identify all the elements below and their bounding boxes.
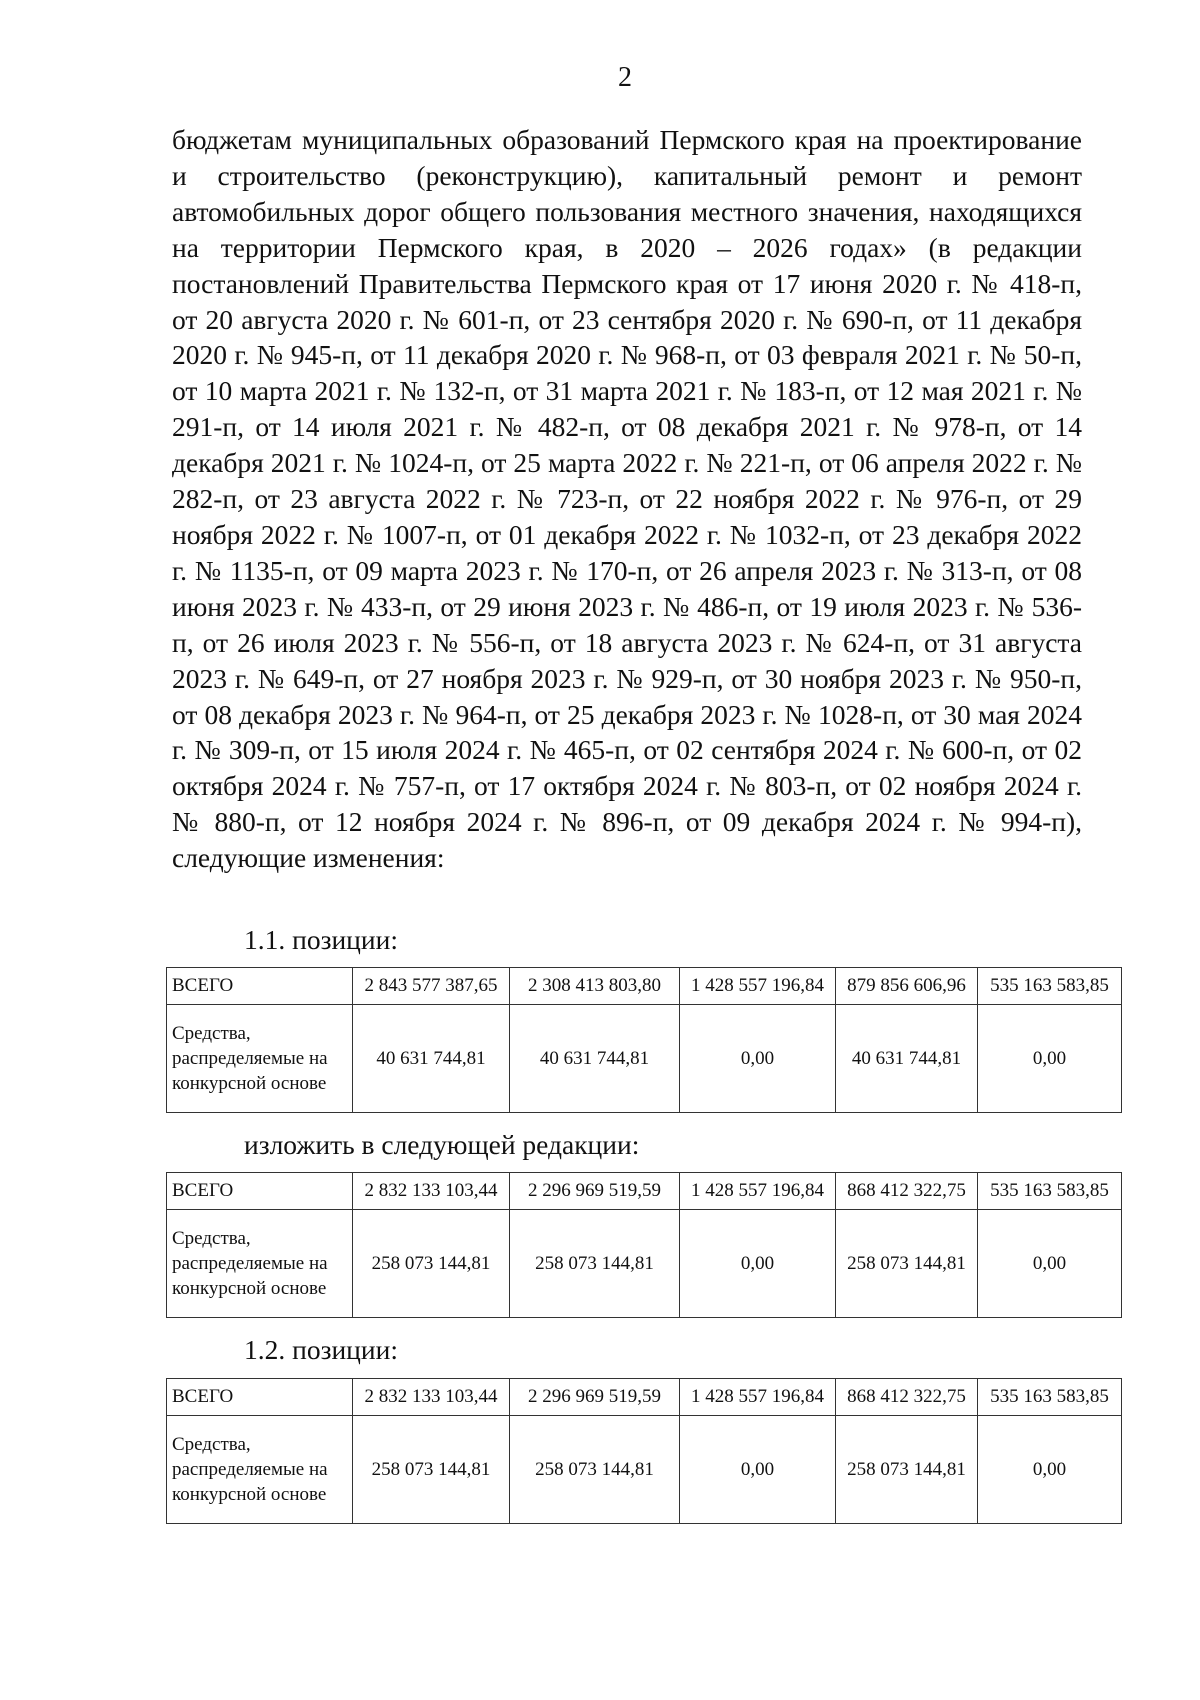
row-label: Средства, распределяемые на конкурсной основе <box>167 1005 353 1113</box>
table-cell: 1 428 557 196,84 <box>680 968 836 1005</box>
table-cell: 0,00 <box>978 1210 1122 1318</box>
table-cell: 258 073 144,81 <box>510 1416 680 1524</box>
table-row <box>167 1210 1122 1318</box>
row-label: Средства, распределяемые на конкурсной основе <box>167 1210 353 1318</box>
table-cell: 0,00 <box>680 1210 836 1318</box>
table-cell: 0,00 <box>978 1416 1122 1524</box>
table-cell: 1 428 557 196,84 <box>680 1173 836 1210</box>
replace-label: изложить в следующей редакции: <box>244 1129 640 1160</box>
table-cell: 2 832 133 103,44 <box>353 1379 510 1416</box>
table-row <box>167 1173 1122 1210</box>
table-cell: 2 843 577 387,65 <box>353 968 510 1005</box>
table-cell: 0,00 <box>978 1005 1122 1113</box>
table-cell: 868 412 322,75 <box>836 1379 978 1416</box>
table-row <box>167 1379 1122 1416</box>
positions-table-1-1-new <box>166 1172 1122 1318</box>
table-cell: 879 856 606,96 <box>836 968 978 1005</box>
table-cell: 868 412 322,75 <box>836 1173 978 1210</box>
table-cell: 40 631 744,81 <box>836 1005 978 1113</box>
table-cell: 535 163 583,85 <box>978 1173 1122 1210</box>
positions-table-1-2-current <box>166 1378 1122 1524</box>
page-number: 2 <box>618 62 632 93</box>
table-cell: 535 163 583,85 <box>978 1379 1122 1416</box>
table-cell: 2 832 133 103,44 <box>353 1173 510 1210</box>
table-cell: 258 073 144,81 <box>353 1416 510 1524</box>
row-label: ВСЕГО <box>167 1173 353 1210</box>
table-cell: 258 073 144,81 <box>836 1416 978 1524</box>
table-cell: 0,00 <box>680 1005 836 1113</box>
table-cell: 0,00 <box>680 1416 836 1524</box>
body-paragraph: бюджетам муниципальных образований Пермского края на проектирование и строительство (реконструкцию), капитальный ремонт и ремонт автомобильных дорог общего пользования местного значения, находящихся на территории Пермского края, в 2020 – 2026 годах» (в редакции постановлений Правительства Пермского края от 17 июня 2020 г. № 418-п, от 20 августа 2020 г. № 601-п, от 23 сентября 2020 г. № 690-п, от 11 декабря 2020 г. № 945-п, от 11 декабря 2020 г. № 968-п, от 03 февраля 2021 г. № 50-п, от 10 марта 2021 г. № 132-п, от 31 марта 2021 г. № 183-п, от 12 мая 2021 г. № 291-п, от 14 июля 2021 г. № 482-п, от 08 декабря 2021 г. № 978-п, от 14 декабря 2021 г. № 1024-п, от 25 марта 2022 г. № 221-п, от 06 апреля 2022 г. № 282-п, от 23 августа 2022 г. № 723-п, от 22 ноября 2022 г. № 976-п, от 29 ноября 2022 г. № 1007-п, от 01 декабря 2022 г. № 1032-п, от 23 декабря 2022 г. № 1135-п, от 09 марта 2023 г. № 170-п, от 26 апреля 2023 г. № 313-п, от 08 июня 2023 г. № 433-п, от 29 июня 2023 г. № 486-п, от 19 июля 2023 г. № 536-п, от 26 июля 2023 г. № 556-п, от 18 августа 2023 г. № 624-п, от 31 августа 2023 г. № 649-п, от 27 ноября 2023 г. № 929-п, от 30 ноября 2023 г. № 950-п, от 08 декабря 2023 г. № 964-п, от 25 декабря 2023 г. № 1028-п, от 30 мая 2024 г. № 309-п, от 15 июля 2024 г. № 465-п, от 02 сентября 2024 г. № 600-п, от 02 октября 2024 г. № 757-п, от 17 октября 2024 г. № 803-п, от 02 ноября 2024 г. № 880-п, от 12 ноября 2024 г. № 896-п, от 09 декабря 2024 г. № 994-п), следующие изменения: <box>172 124 1082 874</box>
table-cell: 2 296 969 519,59 <box>510 1173 680 1210</box>
table-cell: 258 073 144,81 <box>510 1210 680 1318</box>
table-cell: 535 163 583,85 <box>978 968 1122 1005</box>
table-row <box>167 968 1122 1005</box>
table-cell: 40 631 744,81 <box>510 1005 680 1113</box>
section-1-1-label: 1.1. позиции: <box>244 924 398 955</box>
table-cell: 1 428 557 196,84 <box>680 1379 836 1416</box>
table-cell: 40 631 744,81 <box>353 1005 510 1113</box>
table-row <box>167 1005 1122 1113</box>
table-cell: 258 073 144,81 <box>353 1210 510 1318</box>
section-1-2-label: 1.2. позиции: <box>244 1334 398 1365</box>
positions-table-1-1-current <box>166 967 1122 1113</box>
row-label: Средства, распределяемые на конкурсной основе <box>167 1416 353 1524</box>
row-label: ВСЕГО <box>167 1379 353 1416</box>
table-cell: 258 073 144,81 <box>836 1210 978 1318</box>
row-label: ВСЕГО <box>167 968 353 1005</box>
table-cell: 2 296 969 519,59 <box>510 1379 680 1416</box>
table-row <box>167 1416 1122 1524</box>
table-cell: 2 308 413 803,80 <box>510 968 680 1005</box>
